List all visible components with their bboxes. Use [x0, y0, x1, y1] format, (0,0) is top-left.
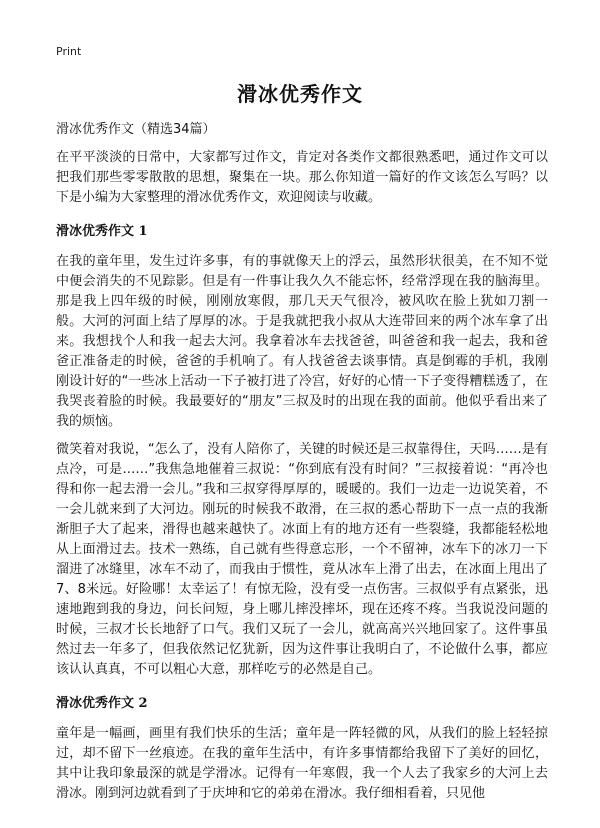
page-title: 滑冰优秀作文 [237, 82, 363, 106]
section-1-paragraph-2: 微笑着对我说，“怎么了，没有人陪你了，关键的时候还是三叔靠得住，天吗……是有点冷，可是……”我焦急地催着三叔说：“你到底有没有时间？”三叔接着说：“再冷也得和你一起去滑一会儿。”我和三叔穿得厚厚的，暖暖的。我们一边走一边说笑着，不一会儿就来到了大河边。刚玩的时候我不敢滑，在三叔的悉心帮助下一点一点的我渐渐胆子大了起来，滑得也越来越快了。冰面上有的地方还有一些裂缝，我都能轻松地从上面滑过去。技术一熟练，自己就有些得意忘形，一个不留神，冰车下的冰刀一下溜进了冰缝里，冰车不动了，而我由于惯性，竟从冰车上滑了出去，在冰面上甩出了7、8米远。好险哪！太幸运了！有惊无险，没有受一点伤害。三叔似乎有点紧张，迅速地跑到我的身边，问长问短，身上哪儿摔没摔坏，现在还疼不疼。当我说没问题的时候，三叔才长长地舒了口气。我们又玩了一会儿，就高高兴兴地回家了。这件事虽然过去一年多了，但我依然记忆犹新，因为这件事让我明白了，不论做什么事，都应该认认真真，不可以粗心大意，那样吃亏的必然是自己。 [56, 442, 548, 677]
section-2-paragraph-1: 童年是一幅画，画里有我们快乐的生活；童年是一阵轻微的风，从我们的脸上轻轻掠过，却不留下一丝痕迹。在我的童年生活中，有许多事情都给我留下了美好的回忆，其中让我印象最深的就是学滑冰。记得有一年寒假，我一个人去了我家乡的大河上去滑冰。刚到河边就看到了于庆坤和它的弟弟在滑冰。我仔细相看着，只见他 [56, 726, 548, 801]
print-link[interactable]: Print [56, 45, 82, 58]
intro-paragraph: 在平平淡淡的日常中，大家都写过作文，肯定对各类作文都很熟悉吧，通过作文可以把我们那些零零散散的思想，聚集在一块。那么你知道一篇好的作文该怎么写吗？以下是小编为大家整理的滑冰优秀作文，欢迎阅读与收藏。 [56, 150, 548, 205]
document-body [56, 120, 548, 812]
section-heading-2: 滑冰优秀作文 2 [56, 696, 148, 711]
section-1-paragraph-1: 在我的童年里，发生过许多事，有的事就像天上的浮云，虽然形状很美，在不知不觉中便会消失的不见踪影。但是有一件事让我久久不能忘怀，经常浮现在我的脑海里。那是我上四年级的时候，刚刚放寒假，那几天天气很冷，被风吹在脸上犹如刀割一般。大河的河面上结了厚厚的冰。于是我就把我小叔从大连带回来的两个冰车拿了出来。我想找个人和我一起去大河。我拿着冰车去找爸爸，叫爸爸和我一起去，我和爸爸正准备走的时候，爸爸的手机响了。有人找爸爸去谈事情。真是倒霉的手机，我刚刚设计好的“一些冰上活动一下子被打进了冷宫，好好的心情一下子变得糟糕透了，在我哭丧着脸的时候。我最要好的“朋友”三叔及时的出现在我的面前。他似乎看出来了我的烦恼。 [56, 254, 548, 429]
document-subtitle: 滑冰优秀作文（精选34篇） [56, 122, 216, 137]
section-heading-1: 滑冰优秀作文 1 [56, 224, 148, 239]
